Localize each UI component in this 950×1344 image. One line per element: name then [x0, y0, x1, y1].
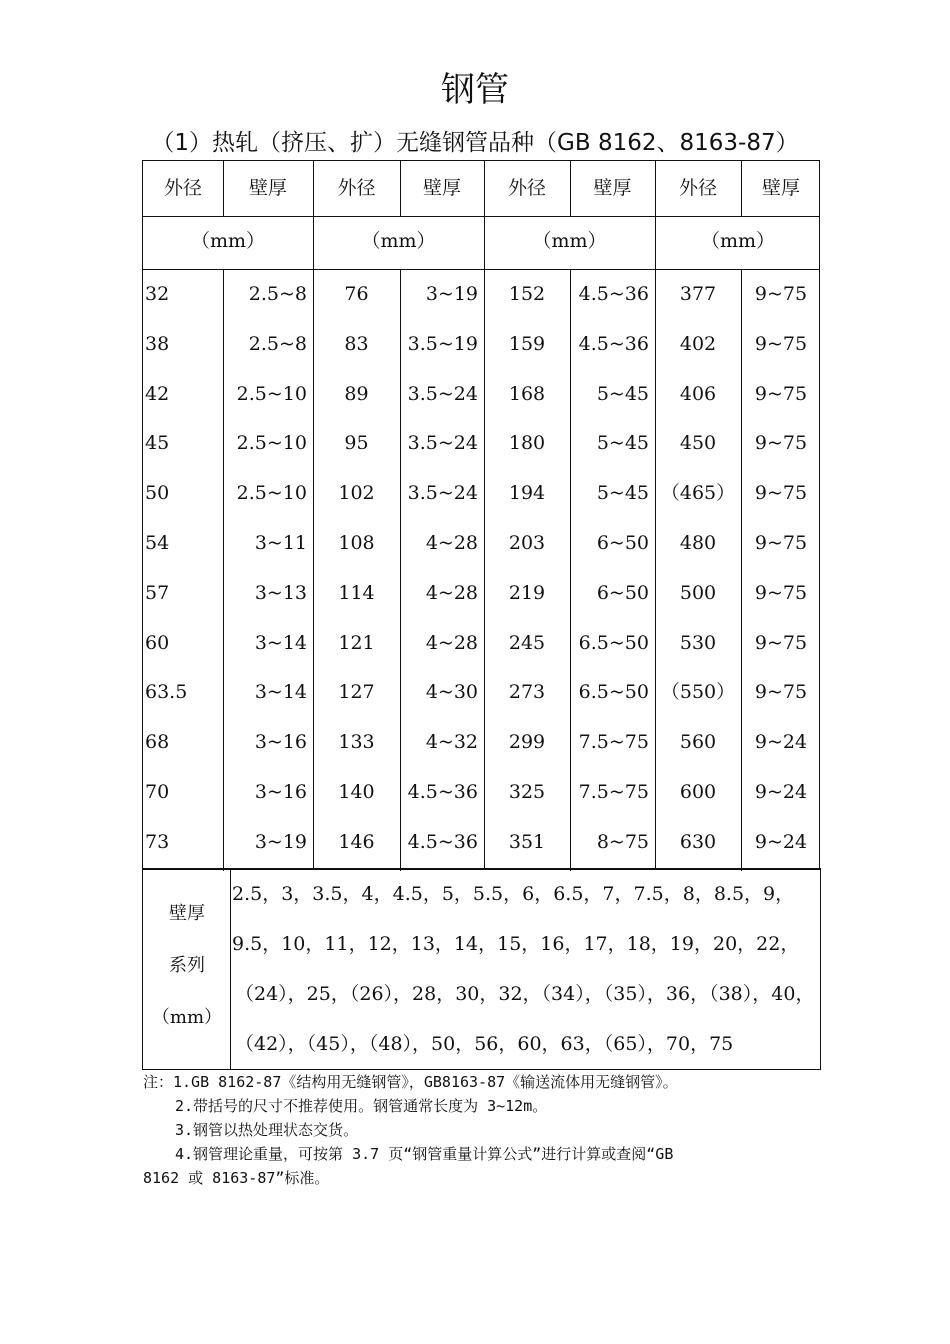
table-cell: 108: [338, 532, 375, 554]
table-cell: 6.5~50: [578, 631, 649, 654]
table-cell: 450: [679, 432, 717, 455]
table-cell: 194: [508, 482, 546, 505]
table-cell: 7.5~75: [578, 731, 649, 754]
table-cell: （550）: [660, 681, 736, 704]
series-values-line: （24），25，（26），28，30，32，（34），（35），36，（38），40，: [235, 983, 815, 1005]
wall-thickness-series: [142, 868, 821, 1070]
table-cell: 2.5~10: [236, 432, 307, 455]
series-values-line: 9.5，10，11，12，13，14，15，16，17，18，19，20，22，: [232, 933, 800, 955]
column-header: 壁厚: [248, 177, 287, 199]
table-cell: 9~75: [754, 631, 808, 654]
table-cell: 3~14: [254, 681, 307, 704]
column-header: 壁厚: [422, 177, 461, 199]
note-item: 2.带括号的尺寸不推荐使用。钢管通常长度为 3~12m。: [175, 1097, 548, 1115]
table-cell: 3~13: [254, 581, 307, 604]
table-cell: 152: [508, 283, 546, 305]
table-cell: 500: [679, 581, 717, 604]
table-cell: 45: [145, 432, 170, 455]
note-item: 4.钢管理论重量，可按第 3.7 页“钢管重量计算公式”进行计算或查阅“GB: [175, 1145, 674, 1163]
table-cell: 73: [145, 830, 170, 853]
series-values-line: （42），（45），（48），50，56，60，63，（65），70，75: [235, 1033, 734, 1055]
series-values-line: 2.5，3，3.5，4，4.5，5，5.5，6，6.5，7，7.5，8，8.5，9，: [232, 883, 795, 905]
table-cell: 4.5~36: [578, 283, 649, 305]
notes: [143, 1070, 823, 1190]
table-cell: 4~32: [425, 731, 478, 754]
note-item: 8162 或 8163-87”标准。: [143, 1169, 330, 1187]
table-cell: 325: [508, 781, 546, 803]
table-cell: 245: [508, 631, 546, 654]
column-header: 外径: [163, 177, 202, 199]
table-cell: 38: [145, 332, 170, 355]
table-cell: 68: [145, 731, 170, 754]
table-cell: 4~28: [425, 532, 478, 554]
series-label-line: 系列: [169, 955, 205, 976]
table-cell: 3~16: [254, 731, 307, 754]
table-cell: 3~19: [425, 283, 478, 305]
table-cell: 6.5~50: [578, 681, 649, 704]
table-cell: 63.5: [145, 681, 188, 704]
table-cell: 50: [145, 482, 170, 505]
table-cell: 377: [679, 283, 717, 305]
table-cell: 57: [145, 581, 170, 604]
table-cell: 7.5~75: [578, 781, 649, 803]
table-cell: 351: [508, 830, 546, 853]
table-cell: 630: [679, 830, 717, 853]
table-cell: 127: [338, 681, 375, 704]
table-cell: 146: [338, 830, 375, 853]
table-cell: 76: [344, 283, 369, 305]
note-item: 3.钢管以热处理状态交货。: [175, 1121, 359, 1139]
table-cell: 3.5~24: [407, 482, 478, 505]
table-cell: 219: [508, 581, 546, 604]
table-cell: 9~75: [754, 482, 808, 505]
unit-label: （mm）: [700, 230, 776, 252]
table-cell: 9~75: [754, 432, 808, 455]
table-cell: 5~45: [596, 432, 649, 455]
column-header: 外径: [507, 177, 546, 199]
unit-label: （mm）: [190, 230, 266, 252]
table-cell: 3~16: [254, 781, 307, 803]
table-cell: 5~45: [596, 482, 649, 505]
table-cell: 3~11: [254, 532, 307, 554]
table-cell: 8~75: [596, 830, 649, 853]
table-cell: 42: [145, 382, 170, 405]
table-cell: 3~19: [254, 830, 307, 853]
table-cell: 95: [344, 432, 369, 455]
table-cell: 159: [508, 332, 546, 355]
table-cell: 9~24: [754, 781, 808, 803]
table-cell: 168: [508, 382, 546, 405]
table-cell: 4.5~36: [578, 332, 649, 355]
column-header: 外径: [678, 177, 717, 199]
table-cell: 83: [344, 332, 369, 355]
table-cell: 560: [679, 731, 717, 754]
table-cell: 102: [338, 482, 375, 505]
table-cell: 3~14: [254, 631, 307, 654]
table-cell: 9~75: [754, 532, 808, 554]
series-label: [143, 869, 231, 1069]
table-cell: 402: [679, 332, 717, 355]
note-item: 注：1.GB 8162-87《结构用无缝钢管》，GB8163-87《输送流体用无缝钢管》。: [143, 1073, 678, 1091]
table-cell: 133: [338, 731, 375, 754]
table-cell: 2.5~8: [248, 283, 307, 305]
table-cell: 3.5~19: [407, 332, 478, 355]
table-cell: 9~75: [754, 681, 808, 704]
table-cell: 4~28: [425, 581, 478, 604]
table-cell: 4~28: [425, 631, 478, 654]
table-cell: 9~75: [754, 581, 808, 604]
unit-label: （mm）: [361, 230, 436, 252]
table-cell: 3.5~24: [407, 432, 478, 455]
table-cell: 6~50: [596, 581, 649, 604]
column-header: 壁厚: [761, 177, 800, 199]
table-cell: 3.5~24: [407, 382, 478, 405]
table-cell: 4.5~36: [407, 830, 478, 853]
table-cell: 60: [145, 631, 170, 654]
series-label-line: （mm）: [151, 1007, 223, 1028]
table-cell: 180: [508, 432, 546, 455]
table-cell: 54: [145, 532, 170, 554]
table-cell: 9~75: [754, 332, 808, 355]
table-cell: 299: [508, 731, 546, 754]
table-cell: 9~75: [754, 382, 808, 405]
unit-label: （mm）: [532, 230, 607, 252]
table-cell: 6~50: [596, 532, 649, 554]
series-label-line: 壁厚: [169, 903, 205, 924]
table-cell: 114: [338, 581, 375, 604]
table-cell: 9~24: [754, 830, 808, 853]
table-cell: 121: [338, 631, 375, 654]
table-cell: 2.5~8: [248, 332, 307, 355]
table-cell: 406: [679, 382, 717, 405]
table-cell: 4.5~36: [407, 781, 478, 803]
steel-pipe-table: [142, 160, 820, 870]
table-cell: 89: [344, 382, 369, 405]
table-cell: 32: [145, 283, 170, 305]
table-cell: 2.5~10: [236, 382, 307, 405]
table-cell: 9~75: [754, 283, 808, 305]
table-cell: 600: [679, 781, 717, 803]
table-cell: 4~30: [425, 681, 478, 704]
column-header: 外径: [337, 177, 376, 199]
table-cell: 70: [145, 781, 170, 803]
table-cell: 273: [508, 681, 546, 704]
table-cell: 5~45: [596, 382, 649, 405]
page-title: 钢管: [441, 70, 509, 110]
table-cell: 2.5~10: [236, 482, 307, 505]
table-cell: 203: [508, 532, 546, 554]
table-cell: 140: [338, 781, 375, 803]
table-cell: 530: [679, 631, 717, 654]
table-cell: （465）: [660, 482, 736, 505]
column-header: 壁厚: [593, 177, 632, 199]
table-caption: （1）热轧（挤压、扩）无缝钢管品种（GB 8162、8163-87）: [151, 130, 799, 156]
table-cell: 9~24: [754, 731, 808, 754]
table-cell: 480: [679, 532, 717, 554]
